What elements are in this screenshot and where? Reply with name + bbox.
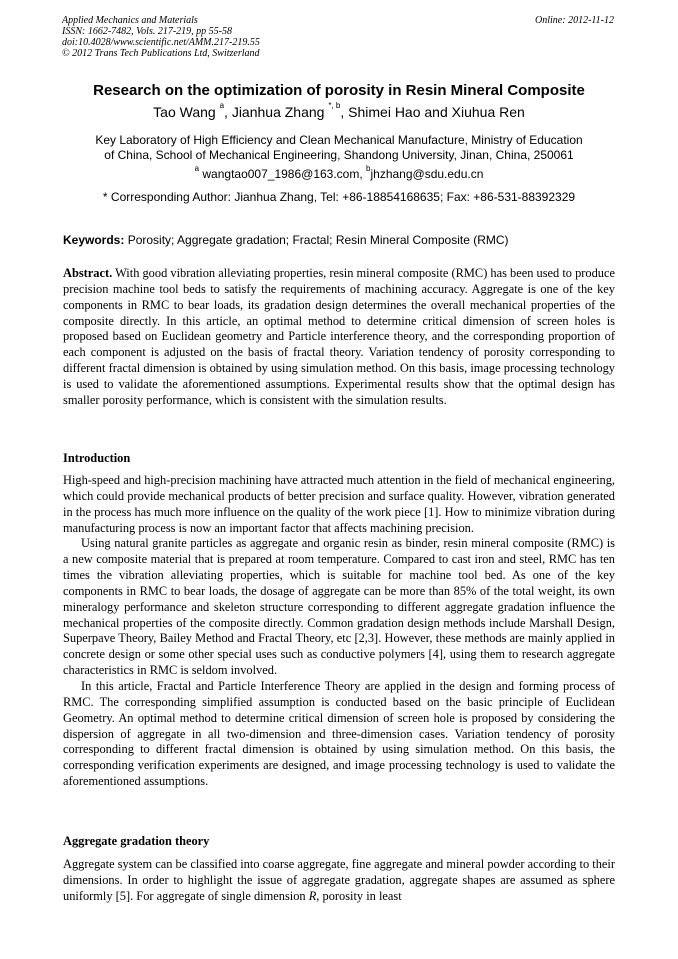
email-b-mark: b (366, 164, 371, 173)
abstract-text: With good vibration alleviating properties, resin mineral composite (RMC) has been used to produce precision machine tool beds to satisfy the requirements of machining accuracy. Aggregate is one of the key components in RMC to bear loads, its gradation design determines the overall mechanical properties of the composite directly. In this article, an optimal method to determine critical dimension of screen holes is proposed based on Euclidean geometry and Particle interference theory, and the corresponding proportion of each component is adjusted on the basis of fractal theory. Variation tendency of porosity corresponding to different fractal dimension is obtained by using simulation method. On this basis, image processing technology is used to validate the aforementioned assumptions. Experimental results show that the optimal design has smaller porosity performance, which is consistent with the simulation results. (63, 266, 616, 407)
author-emails (0, 164, 678, 181)
journal-name: Applied Mechanics and Materials (62, 15, 198, 26)
variable-r: R (308, 888, 317, 903)
other-authors: Shimei Hao and Xiuhua Ren (348, 104, 525, 120)
keywords-text: Porosity; Aggregate gradation; Fractal; Resin Mineral Composite (RMC) (127, 233, 509, 247)
affiliation (0, 133, 678, 163)
author-2: Jianhua Zhang (231, 104, 325, 120)
keywords (63, 233, 615, 247)
author-1-affil-mark: a (219, 101, 225, 110)
intro-paragraph-2: Using natural granite particles as aggregate and organic resin as binder, resin mineral composite (RMC) is a new composite material that is prepared at room temperature. Compared to cast iron and steel, RMC has ten times the vibration alleviating properties, which is suitable for machine tool bed. As one of the key components in RMC to bear loads, the dosage of aggregate can be more than 85% of the total weight, its own mineralogy performance and skeleton structure corresponding to different aggregate gradation influence the mechanical properties of the composite directly. Common gradation design methods include Marshall Design, Superpave Theory, Bailey Method and Fractal Theory, etc [2,3]. However, these methods are mainly applied in concrete design or some other special uses such as conductive polymers [4], using them to research aggregate characteristics in RMC is seldom involved. (63, 536, 615, 678)
abstract (63, 266, 615, 409)
introduction-body (63, 473, 615, 790)
keywords-label: Keywords: (63, 233, 125, 247)
corresponding-author: * Corresponding Author: Jianhua Zhang, Tel: +86-18854168635; Fax: +86-531-88392329 (102, 190, 576, 204)
issn-line: ISSN: 1662-7482, Vols. 217-219, pp 55-58 (62, 26, 232, 37)
paper-title: Research on the optimization of porosity in Resin Mineral Composite (93, 82, 585, 99)
copyright-line: © 2012 Trans Tech Publications Ltd, Switzerland (62, 48, 260, 59)
author-2-affil-mark: *, b (328, 101, 341, 110)
affiliation-line-2: of China, School of Mechanical Engineering, Shandong University, Jinan, China, 250061 (104, 148, 574, 162)
aggregate-gradation-heading: Aggregate gradation theory (63, 834, 210, 848)
author-list: Tao Wang $^a$, Jianhua Zhang $^{*, b}$, Shimei Hao and Xiuhua Ren (153, 101, 525, 120)
aggregate-gradation-body (63, 857, 615, 905)
affiliation-line-1: Key Laboratory of High Efficiency and Clean Mechanical Manufacture, Ministry of Education (95, 133, 583, 147)
email-b-link[interactable]: jhzhang@sdu.edu.cn (370, 167, 484, 181)
intro-paragraph-1: High-speed and high-precision machining have attracted much attention in the field of mechanical engineering, which could provide mechanical products of better precision and surface quality. However, vibration generated in the process has much more influence on the quality of the work piece [1]. How to minimize vibration during manufacturing process is now an important factor that affects machining precision. (63, 473, 615, 535)
online-date: Online: 2012-11-12 (535, 15, 614, 26)
email-a-link[interactable]: wangtao007_1986@163.com, (202, 167, 363, 181)
journal-header (62, 15, 260, 59)
author-1: Tao Wang (153, 104, 216, 120)
introduction-heading: Introduction (63, 451, 131, 465)
doi-line: doi:10.4028/www.scientific.net/AMM.217-219.55 (62, 37, 260, 48)
email-a-mark: a (194, 164, 200, 173)
aggregate-paragraph-1: Aggregate system can be classified into coarse aggregate, fine aggregate and mineral powder according to their dimensions. In order to highlight the issue of aggregate gradation, aggregate shapes are assumed as sphere uniformly [5]. For aggregate of single dimension R, porosity in least (63, 857, 615, 903)
intro-paragraph-3: In this article, Fractal and Particle Interference Theory are applied in the design and forming process of RMC. The corresponding simplified assumption is conducted based on the basic principle of Euclidean Geometry. An optimal method to determine critical dimension of screen hole is proposed by considering the dispersion of aggregate in all two-dimension and three-dimension cases. Variation tendency of porosity corresponding to different fractal dimension is obtained by using simulation method. On this basis, the corresponding verification experiments are designed, and image processing technology is used to validate the aforementioned assumptions. (63, 678, 615, 789)
abstract-label: Abstract. (63, 266, 113, 280)
